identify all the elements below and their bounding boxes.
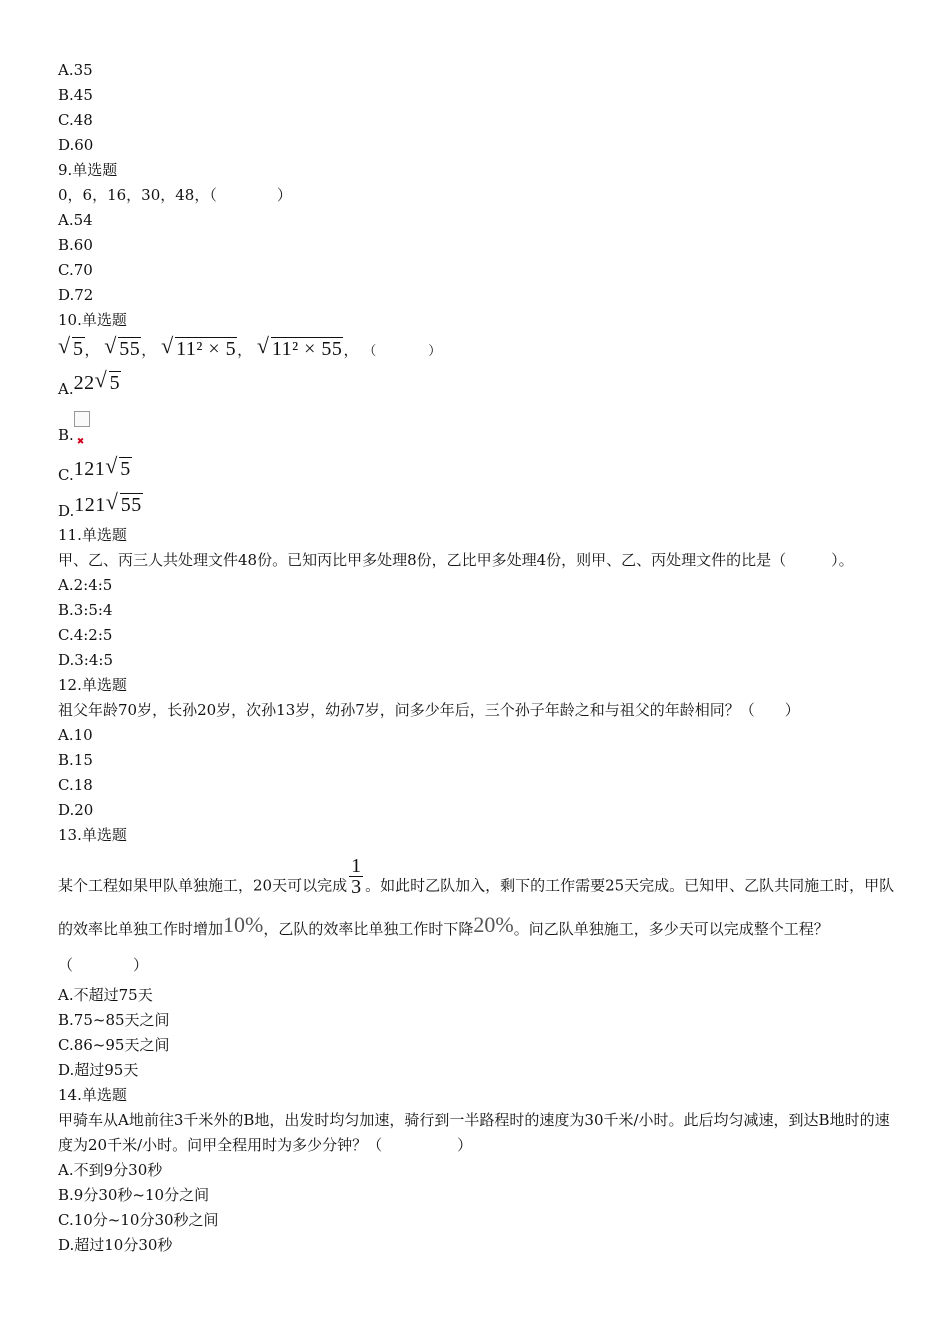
q14-header: 14.单选题 bbox=[58, 1086, 127, 1104]
q12-stem: 祖父年龄70岁，长孙20岁，次孙13岁，幼孙7岁，问多少年后，三个孙子年龄之和与祖父的年龄相同？（ ） bbox=[58, 701, 800, 719]
q11-option-b: B.3:5:4 bbox=[58, 601, 113, 619]
q12-option-d: D.20 bbox=[58, 801, 94, 819]
q9-option-a: A.54 bbox=[58, 211, 93, 229]
q10-header: 10.单选题 bbox=[58, 311, 127, 329]
q8-option-a: A.35 bbox=[58, 61, 93, 79]
q13-option-a: A.不超过75天 bbox=[58, 986, 153, 1004]
q13-option-c: C.86~95天之间 bbox=[58, 1036, 170, 1054]
q8-option-b: B.45 bbox=[58, 86, 93, 104]
q12-header: 12.单选题 bbox=[58, 676, 127, 694]
q10-term-2: 55 bbox=[119, 338, 141, 360]
q10-option-c: C.121 √ 5 bbox=[58, 453, 131, 484]
q14-stem: 甲骑车从A地前往3千米外的B地，出发时均匀加速，骑行到一半路程时的速度为30千米/小时。此后均匀减速，到达B地时的速度为20千米/小时。问甲全程用时为多少分钟？（ ） bbox=[58, 1111, 890, 1154]
broken-image-icon bbox=[74, 411, 90, 427]
q11-option-a: A.2:4:5 bbox=[58, 576, 113, 594]
q9-option-c: C.70 bbox=[58, 261, 93, 279]
q10-term-3: 11² × 5 bbox=[176, 338, 237, 360]
q11-header: 11.单选题 bbox=[58, 526, 127, 544]
q9-option-b: B.60 bbox=[58, 236, 93, 254]
q14-option-b: B.9分30秒~10分之间 bbox=[58, 1186, 210, 1204]
q9-header: 9.单选题 bbox=[58, 161, 118, 179]
fraction-one-third: $\frac{1}{3}$ bbox=[351, 855, 362, 898]
q10-blank: （ ） bbox=[363, 344, 442, 359]
q10-option-b: B.✖ bbox=[58, 405, 898, 451]
q10-option-d: D.121 √ 55 bbox=[58, 489, 142, 520]
q11-stem: 甲、乙、丙三人共处理文件48份。已知丙比甲多处理8份，乙比甲多处理4份，则甲、乙、丙处理文件的比是（ ）。 bbox=[58, 551, 854, 569]
q12-option-c: C.18 bbox=[58, 776, 93, 794]
q13-stem: 某个工程如果甲队单独施工，20天可以完成 $\frac{1}{3}$ 。如此时乙队加入，剩下的工作需要25天完成。已知甲、乙队共同施工时，甲队的效率比单独工作时增加10%，乙队的效率比单独工作时下降20%。问乙队单独施工，多少天可以完成整个工程？（ ） bbox=[58, 855, 895, 974]
q10-term-4: 11² × 55 bbox=[271, 338, 343, 360]
exam-page bbox=[58, 58, 898, 1258]
q9-stem: 0，6，16，30，48，（ ） bbox=[58, 186, 292, 204]
q11-option-d: D.3:4:5 bbox=[58, 651, 113, 669]
q10-stem: √ 5， √ 55， √ 11² × 5， √ 11² × 55， （ ） bbox=[58, 333, 442, 360]
q14-option-d: D.超过10分30秒 bbox=[58, 1236, 173, 1254]
q8-option-d: D.60 bbox=[58, 136, 94, 154]
q13-option-b: B.75~85天之间 bbox=[58, 1011, 170, 1029]
q8-option-c: C.48 bbox=[58, 111, 93, 129]
q10-option-a: A.22 √ 5 bbox=[58, 367, 121, 398]
q11-option-c: C.4:2:5 bbox=[58, 626, 113, 644]
q9-option-d: D.72 bbox=[58, 286, 94, 304]
q12-option-b: B.15 bbox=[58, 751, 93, 769]
q10-term-1: 5 bbox=[73, 338, 84, 360]
q14-option-c: C.10分~10分30秒之间 bbox=[58, 1211, 219, 1229]
q12-option-a: A.10 bbox=[58, 726, 93, 744]
q13-header: 13.单选题 bbox=[58, 826, 127, 844]
q13-option-d: D.超过95天 bbox=[58, 1061, 139, 1079]
q14-option-a: A.不到9分30秒 bbox=[58, 1161, 163, 1179]
